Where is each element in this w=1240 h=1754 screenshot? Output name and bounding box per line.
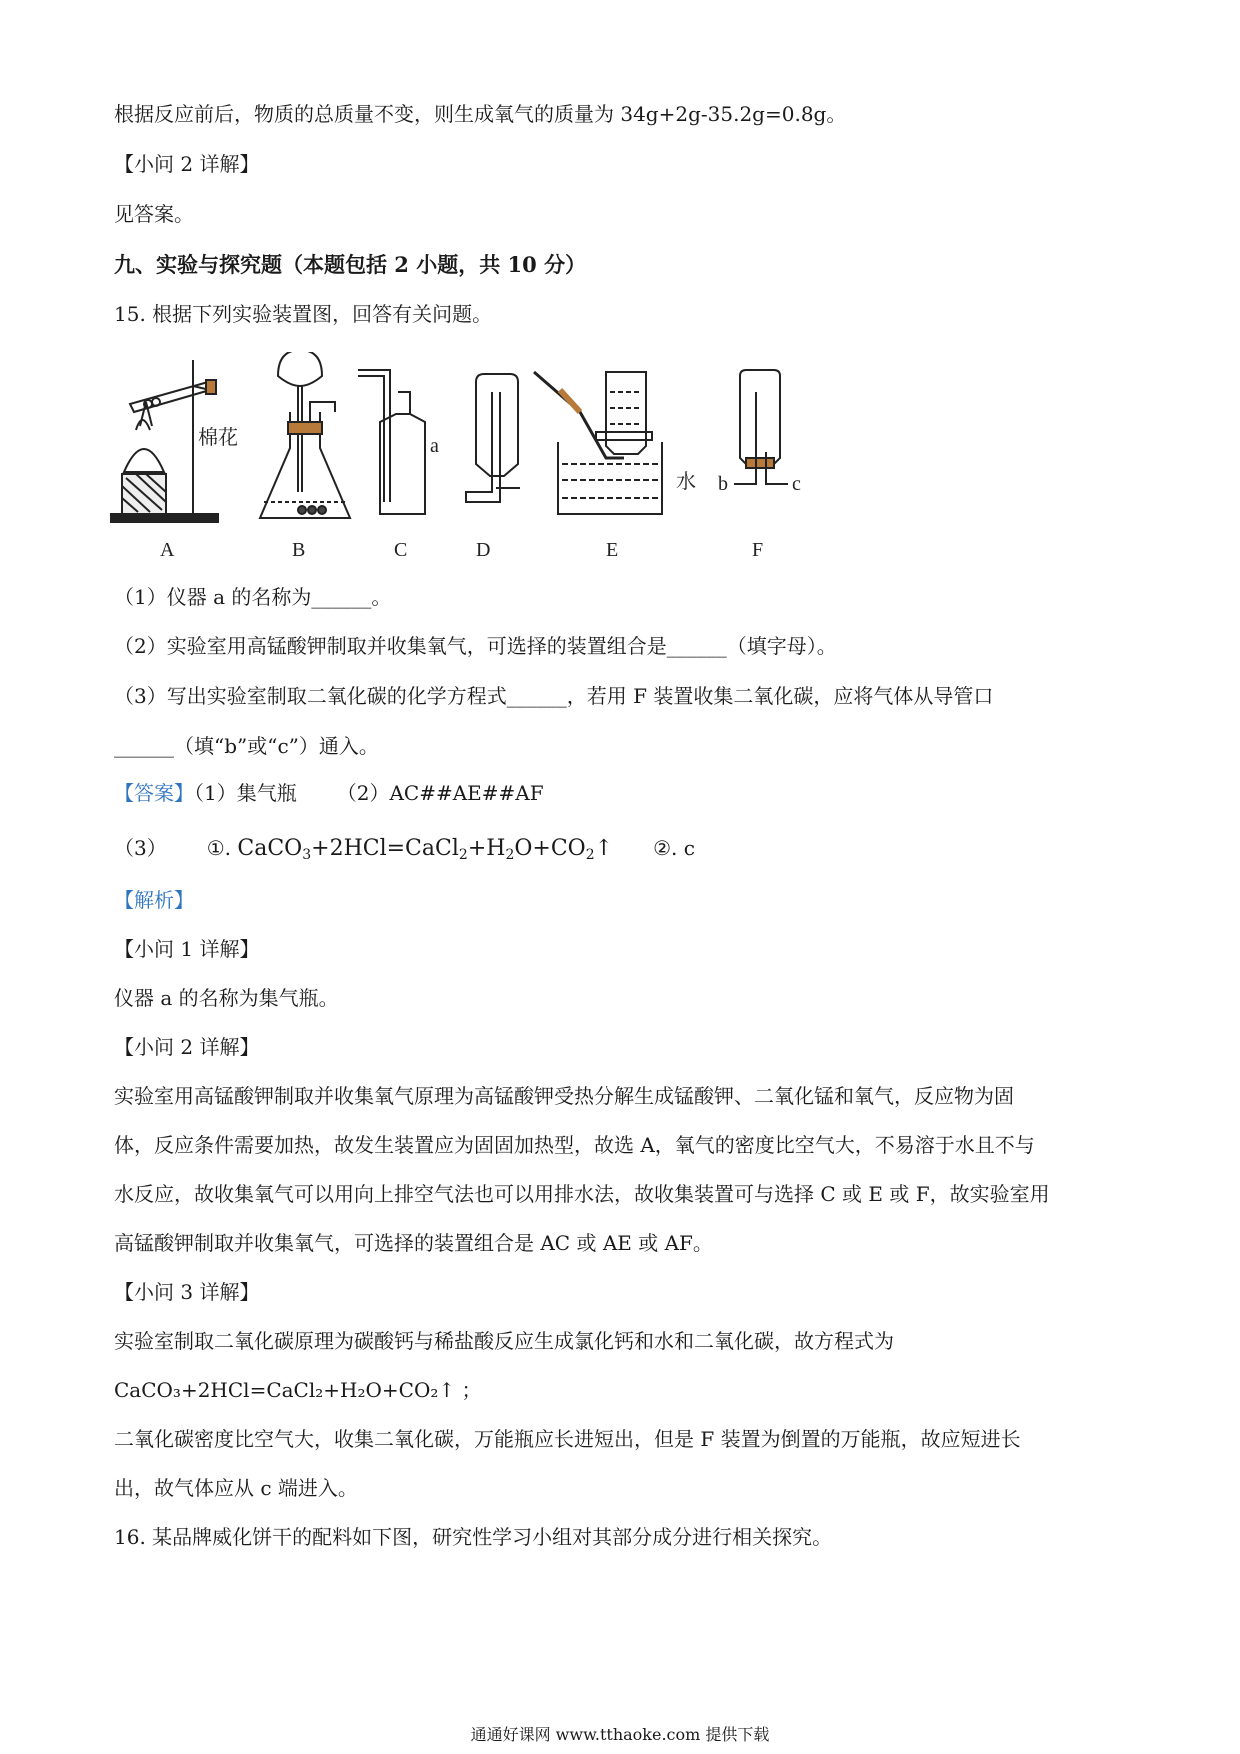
- apparatus-e: [534, 372, 662, 514]
- footer: 通通好课网 www.tthaoke.com 提供下载: [470, 1725, 770, 1744]
- question-15-2: （2）实验室用高锰酸钾制取并收集氧气，可选择的装置组合是______（填字母）。: [114, 634, 837, 658]
- label-a: A: [160, 539, 175, 561]
- apparatus-d: [466, 374, 520, 502]
- water-label: 水: [676, 471, 696, 493]
- label-f: F: [752, 539, 764, 561]
- text-line: 仪器 a 的名称为集气瓶。: [114, 986, 339, 1010]
- apparatus-f: [734, 370, 788, 484]
- subheading: 【小问 1 详解】: [114, 937, 260, 961]
- apparatus-b: [260, 352, 350, 518]
- label-c: C: [394, 539, 408, 561]
- equation: $CaCO_3+2HCl=CaCl_2+H_2O+CO_2↑$: [237, 836, 614, 863]
- port-c-label: c: [792, 473, 801, 495]
- question-16: 16. 某品牌威化饼干的配料如下图，研究性学习小组对其部分成分进行相关探究。: [114, 1525, 833, 1549]
- section-heading: 九、实验与探究题（本题包括 2 小题，共 10 分）: [114, 252, 587, 277]
- answer-2: （2）AC##AE##AF: [336, 781, 544, 805]
- text-line: 实验室制取二氧化碳原理为碳酸钙与稀盐酸反应生成氯化钙和水和二氧化碳，故方程式为: [114, 1329, 894, 1353]
- answer-3-line: [114, 834, 695, 869]
- equation-line: CaCO₃+2HCl=CaCl₂+H₂O+CO₂↑ ；: [114, 1378, 482, 1402]
- subheading: 【小问 2 详解】: [114, 152, 260, 176]
- text-line: 体，反应条件需要加热，故发生装置应为固固加热型，故选 A，氧气的密度比空气大，不易溶于水且不与: [114, 1133, 1035, 1157]
- label-e: E: [606, 539, 619, 561]
- label-b: B: [292, 539, 306, 561]
- answer-tag: 【答案】: [114, 781, 194, 805]
- question-15-1: （1）仪器 a 的名称为______。: [114, 585, 392, 609]
- instrument-a-label: a: [430, 435, 439, 457]
- answer-line: [114, 779, 544, 807]
- apparatus-c: [358, 370, 425, 514]
- answer-1: （1）集气瓶: [194, 781, 297, 805]
- text-line: 水反应，故收集氧气可以用向上排空气法也可以用排水法，故收集装置可与选择 C 或 E 或 F，故实验室用: [114, 1182, 1050, 1206]
- text-line: 出，故气体应从 c 端进入。: [114, 1476, 358, 1500]
- question-15-3b: ______（填“b”或“c”）通入。: [114, 734, 379, 758]
- text-line: 实验室用高锰酸钾制取并收集氧气原理为高锰酸钾受热分解生成锰酸钾、二氧化锰和氧气，反应物为固: [114, 1084, 1014, 1108]
- question-15: 15. 根据下列实验装置图，回答有关问题。: [114, 302, 493, 326]
- text-line: 高锰酸钾制取并收集氧气，可选择的装置组合是 AC 或 AE 或 AF。: [114, 1231, 713, 1255]
- question-15-3a: （3）写出实验室制取二氧化碳的化学方程式______，若用 F 装置收集二氧化碳，应将气体从导管口: [114, 684, 994, 708]
- cotton-label: 棉花: [198, 427, 238, 449]
- answer-3-eq-label: ①.: [206, 836, 232, 860]
- apparatus-figure: [110, 352, 910, 562]
- subheading: 【小问 2 详解】: [114, 1035, 260, 1059]
- answer-3-c: ②. c: [653, 836, 695, 860]
- subheading: 【小问 3 详解】: [114, 1280, 260, 1304]
- text-line: 根据反应前后，物质的总质量不变，则生成氧气的质量为 34g+2g-35.2g=0.8g。: [114, 102, 847, 126]
- text-line: 见答案。: [114, 202, 194, 226]
- text-line: 二氧化碳密度比空气大，收集二氧化碳，万能瓶应长进短出，但是 F 装置为倒置的万能瓶，故应短进长: [114, 1427, 1021, 1451]
- label-d: D: [476, 539, 491, 561]
- analysis-tag: 【解析】: [114, 888, 194, 912]
- port-b-label: b: [718, 473, 728, 495]
- answer-3-prefix: （3）: [114, 836, 167, 860]
